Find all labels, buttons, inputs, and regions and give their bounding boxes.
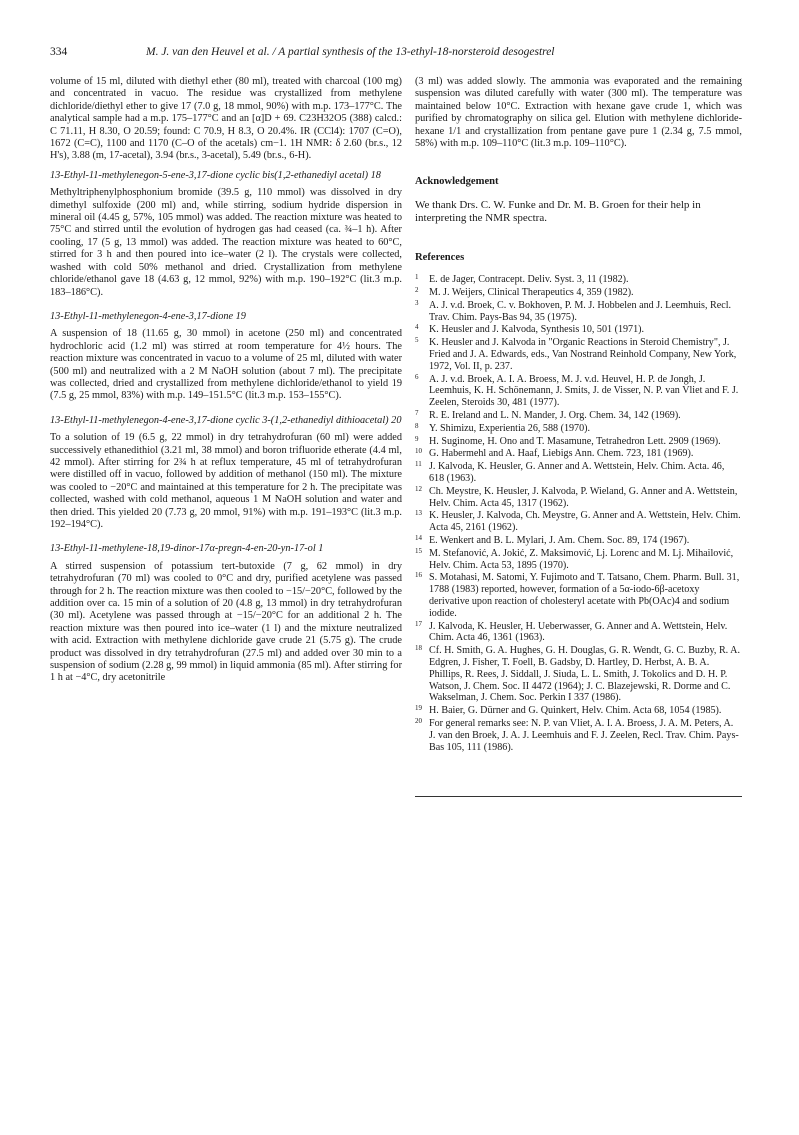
reference-number: 15 bbox=[415, 546, 422, 555]
reference-item bbox=[415, 324, 742, 336]
page-number: 334 bbox=[50, 46, 68, 58]
reference-number: 9 bbox=[415, 434, 419, 443]
reference-text: Y. Shimizu, Experientia 26, 588 (1970). bbox=[429, 422, 591, 434]
reference-number: 5 bbox=[415, 336, 419, 345]
reference-number: 18 bbox=[415, 644, 422, 653]
reference-text: For general remarks see: N. P. van Vliet, A. I. A. Broess, J. A. M. Peters, A. J. van den Broek, J. A. J. Leemhuis and F. J. Zeelen, Recl. Trav. Chim. Pays-Bas 105, 111 (1986). bbox=[429, 717, 739, 753]
reference-number: 16 bbox=[415, 571, 422, 580]
reference-item bbox=[415, 486, 742, 510]
subsection-heading: 13-Ethyl-11-methylenegon-5-ene-3,17-dione cyclic bis(1,2-ethanediyl acetal) 18 bbox=[50, 169, 381, 181]
reference-item bbox=[415, 374, 742, 409]
reference-item bbox=[415, 718, 742, 753]
paragraph: A suspension of 18 (11.65 g, 30 mmol) in acetone (250 ml) and concentrated hydrochloric acid (1.2 ml) was stirred at room temperature for 4½ hours. The reaction mixture was concentrated in vacuo to a volume of 25 ml, diluted with water (500 ml) and neutralized with a 2 M NaOH solution (about 7 ml). The precipitate was collected, dried and crystallized from methylene dichloride/ethanol to yield 19 (7.5 g, 25 mmol, 83%) with m.p. 149–151.5°C (lit.3 m.p. 153–155°C). bbox=[50, 328, 402, 402]
left-column bbox=[50, 76, 402, 692]
paragraph: A stirred suspension of potassium tert-butoxide (7 g, 62 mmol) in dry tetrahydrofuran (70 ml) was cooled to 0°C and dry, purified acetylene was passed through for 2 h. The reaction mixture was then cooled to −15/−20°C, followed by the addition over ca. 15 min of a solution of 20 (4.8 g, 13 mmol) in dry tetrahydrofuran (30 ml). Acetylene was passed through at −15/−20°C for an additional 2 h. The reaction mixture was then poured into ice–water (1 l) and the mixture neutralized with acid. Extraction with methylene dichloride gave crude 21 (5.75 g). The crude product was dissolved in dry tetrahydrofuran (27.5 ml) and added over 30 min to a suspension of sodium (2.28 g, 99 mmol) in liquid ammonia (85 ml). After stirring for 1 h at −4°C, dry acetonitrile bbox=[50, 560, 402, 684]
reference-text: E. Wenkert and B. L. Mylari, J. Am. Chem. Soc. 89, 174 (1967). bbox=[429, 534, 690, 546]
reference-text: J. Kalvoda, K. Heusler, G. Anner and A. Wettstein, Helv. Chim. Acta. 46, 618 (1963). bbox=[429, 461, 725, 484]
reference-list bbox=[415, 274, 742, 753]
references-heading: References bbox=[415, 251, 465, 263]
reference-text: K. Heusler and J. Kalvoda, Synthesis 10, 501 (1971). bbox=[429, 324, 645, 336]
reference-item bbox=[415, 448, 742, 460]
reference-item bbox=[415, 510, 742, 534]
reference-number: 19 bbox=[415, 704, 422, 713]
reference-number: 1 bbox=[415, 273, 419, 282]
reference-item bbox=[415, 300, 742, 324]
reference-item bbox=[415, 461, 742, 485]
reference-number: 7 bbox=[415, 409, 419, 418]
paragraph: (3 ml) was added slowly. The ammonia was evaporated and the remaining suspension was diluted carefully with water (300 ml). The temperature was maintained below 10°C. Extraction with hexane gave crude 1, which was purified by chromatography on silica gel. Elution with methylene dichloride-hexane 1/1 and crystallization from pentane gave pure 1 (2.34 g, 7.5 mmol, 58%) with m.p. 109–110°C (lit.3 m.p. 109–110°C). bbox=[415, 76, 742, 150]
reference-text: M. Stefanović, A. Jokić, Z. Maksimović, Lj. Lorenc and M. Lj. Mihailović, Helv. Chim. Acta 53, 1895 (1970). bbox=[429, 547, 734, 571]
reference-number: 17 bbox=[415, 619, 422, 628]
reference-number: 11 bbox=[415, 460, 422, 469]
reference-text: H. Baier, G. Dürner and G. Quinkert, Helv. Chim. Acta 68, 1054 (1985). bbox=[429, 705, 722, 717]
subsection-heading: 13-Ethyl-11-methylenegon-4-ene-3,17-dione 19 bbox=[50, 310, 246, 322]
reference-item bbox=[415, 287, 742, 299]
reference-text: S. Motahasi, M. Satomi, Y. Fujimoto and T. Tatsano, Chem. Pharm. Bull. 31, 1788 (1983) reported, however, formation of a 5α-iodo-6β-acetoxy derivative upon reaction of cholesteryl acetate with Pb(OAc)4 and sodium iodide. bbox=[429, 572, 740, 619]
page-header bbox=[50, 46, 740, 62]
reference-text: Cf. H. Smith, G. A. Hughes, G. H. Douglas, G. R. Wendt, G. C. Buzby, R. A. Edgren, J. Fisher, T. Foell, B. Gadsby, D. Hartley, D. Herbst, A. B. A. Phillips, R. Rees, J. Siddall, J. Siuda, L. L. Smith, J. Tokolics and D. H. P. Watson, J. Chem. Soc. II 4472 (1964); J. C. Blazejewski, R. Dorme and C. Wakselman, J. Chem. Soc. Perkin I 337 (1986). bbox=[429, 645, 740, 704]
reference-item bbox=[415, 423, 742, 435]
reference-item bbox=[415, 621, 742, 645]
paragraph: To a solution of 19 (6.5 g, 22 mmol) in dry tetrahydrofuran (60 ml) were added successively ethanedithiol (3.21 ml, 38 mmol) and boron trifluoride etherate (4.4 ml, 42 mmol). After stirring for 2¾ h at reflux temperature, 45 ml of tetrahydrofuran were distilled off in vacuo, followed by addition of methanol (150 ml). The mixture was cooled to −20°C and maintained at this temperature for 2 h. The precipitate was collected, washed with cold methanol, aqueous 1 M NaOH solution and water and then dried. This yielded 20 (7.73 g, 20 mmol, 91%) with m.p. 191–193°C (lit.3 m.p. 192–194°C). bbox=[50, 432, 402, 530]
reference-text: M. J. Weijers, Clinical Therapeutics 4, 359 (1982). bbox=[429, 287, 634, 299]
right-column bbox=[415, 76, 742, 754]
reference-item bbox=[415, 410, 742, 422]
reference-item bbox=[415, 436, 742, 448]
reference-number: 14 bbox=[415, 533, 422, 542]
subsection-heading: 13-Ethyl-11-methylenegon-4-ene-3,17-dione cyclic 3-(1,2-ethanediyl dithioacetal) 20 bbox=[50, 414, 402, 426]
reference-text: J. Kalvoda, K. Heusler, H. Ueberwasser, G. Anner and A. Wettstein, Helv. Chim. Acta 46, 1361 (1963). bbox=[429, 620, 728, 644]
acknowledgement-text: We thank Drs. C. W. Funke and Dr. M. B. Groen for their help in interpreting the NMR spectra. bbox=[415, 198, 701, 225]
reference-number: 3 bbox=[415, 298, 419, 307]
reference-item bbox=[415, 337, 742, 372]
paragraph: volume of 15 ml, diluted with diethyl ether (80 ml), treated with charcoal (100 mg) and concentrated in vacuo. The residue was crystallized from methylene dichloride/diethyl ether to give 17 (7.0 g, 18 mmol, 90%) with m.p. 173–177°C. The analytical sample had a m.p. 175–177°C and an [α]D + 69. C23H32O5 (388) calcd.: C 71.11, H 8.30, O 20.59; found: C 70.9, H 8.3, O 20.4%. IR (CCl4): 1707 (C=O), 1672 (C=C), 1100 and 1170 (C–O of the acetals) cm−1. 1H NMR: δ 2.60 (br.s., 12 H's), 3.88 (m, 17-acetal), 3.94 (br.s., 3-acetal), 5.49 (br.s., 6-H). bbox=[50, 76, 402, 162]
end-rule bbox=[415, 796, 742, 797]
reference-number: 6 bbox=[415, 372, 419, 381]
reference-text: K. Heusler, J. Kalvoda, Ch. Meystre, G. Anner and A. Wettstein, Helv. Chim. Acta 45, 2161 (1962). bbox=[429, 510, 741, 534]
reference-text: A. J. v.d. Broek, C. v. Bokhoven, P. M. J. Hobbelen and J. Leemhuis, Recl. Trav. Chim. Pays-Bas 94, 35 (1975). bbox=[429, 299, 732, 323]
reference-number: 2 bbox=[415, 286, 419, 295]
reference-text: E. de Jager, Contracept. Deliv. Syst. 3, 11 (1982). bbox=[429, 274, 629, 286]
reference-text: H. Suginome, H. Ono and T. Masamune, Tetrahedron Lett. 2909 (1969). bbox=[429, 435, 721, 447]
reference-item bbox=[415, 535, 742, 547]
reference-item bbox=[415, 572, 742, 619]
reference-item bbox=[415, 548, 742, 572]
subsection-heading: 13-Ethyl-11-methylene-18,19-dinor-17α-pregn-4-en-20-yn-17-ol 1 bbox=[50, 543, 324, 555]
reference-number: 4 bbox=[415, 323, 419, 332]
reference-number: 10 bbox=[415, 447, 422, 456]
reference-text: Ch. Meystre, K. Heusler, J. Kalvoda, P. Wieland, G. Anner and A. Wettstein, Helv. Chim. Acta 45, 1317 (1962). bbox=[429, 485, 738, 509]
reference-number: 20 bbox=[415, 716, 422, 725]
reference-item bbox=[415, 274, 742, 286]
reference-number: 13 bbox=[415, 509, 422, 518]
acknowledgement-heading: Acknowledgement bbox=[415, 176, 499, 188]
reference-item bbox=[415, 705, 742, 717]
reference-number: 8 bbox=[415, 421, 419, 430]
reference-text: K. Heusler and J. Kalvoda in "Organic Reactions in Steroid Chemistry", J. Fried and J. A. Edwards, eds., Van Nostrand Reinhold Company, New York, 1972, Vol. II, p. 237. bbox=[429, 337, 737, 372]
reference-text: G. Habermehl and A. Haaf, Liebigs Ann. Chem. 723, 181 (1969). bbox=[429, 448, 694, 460]
reference-text: R. E. Ireland and L. N. Mander, J. Org. Chem. 34, 142 (1969). bbox=[429, 410, 681, 422]
reference-item bbox=[415, 645, 742, 704]
reference-number: 12 bbox=[415, 484, 422, 493]
paragraph: Methyltriphenylphosphonium bromide (39.5 g, 110 mmol) was dissolved in dry dimethyl sulfoxide (200 ml) and, while stirring, sodium hydride dispersion in mineral oil (4.45 g, 57%, 105 mmol) was added. The reaction mixture was heated to 75°C and stirred until the evolution of hydrogen gas had ceased (ca. ¾–1 h). After cooling, 17 (5 g, 13 mmol) was added. The reaction mixture was heated to 60°C, stirred for 3 h and then poured into ice–water (2 l). The crystals were collected, washed with cold 50% methanol and dried. Crystallization from methylene chloride/ethanol gave 18 (4.63 g, 12 mmol, 92%) with m.p. 190–192°C (lit.3 m.p. 183–186°C). bbox=[50, 187, 402, 298]
reference-text: A. J. v.d. Broek, A. I. A. Broess, M. J. v.d. Heuvel, H. P. de Jongh, J. Leemhuis, K. H. Schönemann, J. Smits, J. de Visser, N. P. van Vliet and F. J. Zeelen, Steroids 30, 481 (1977). bbox=[429, 373, 739, 409]
running-title: M. J. van den Heuvel et al. / A partial synthesis of the 13-ethyl-18-norsteroid desogestrel bbox=[146, 46, 555, 58]
